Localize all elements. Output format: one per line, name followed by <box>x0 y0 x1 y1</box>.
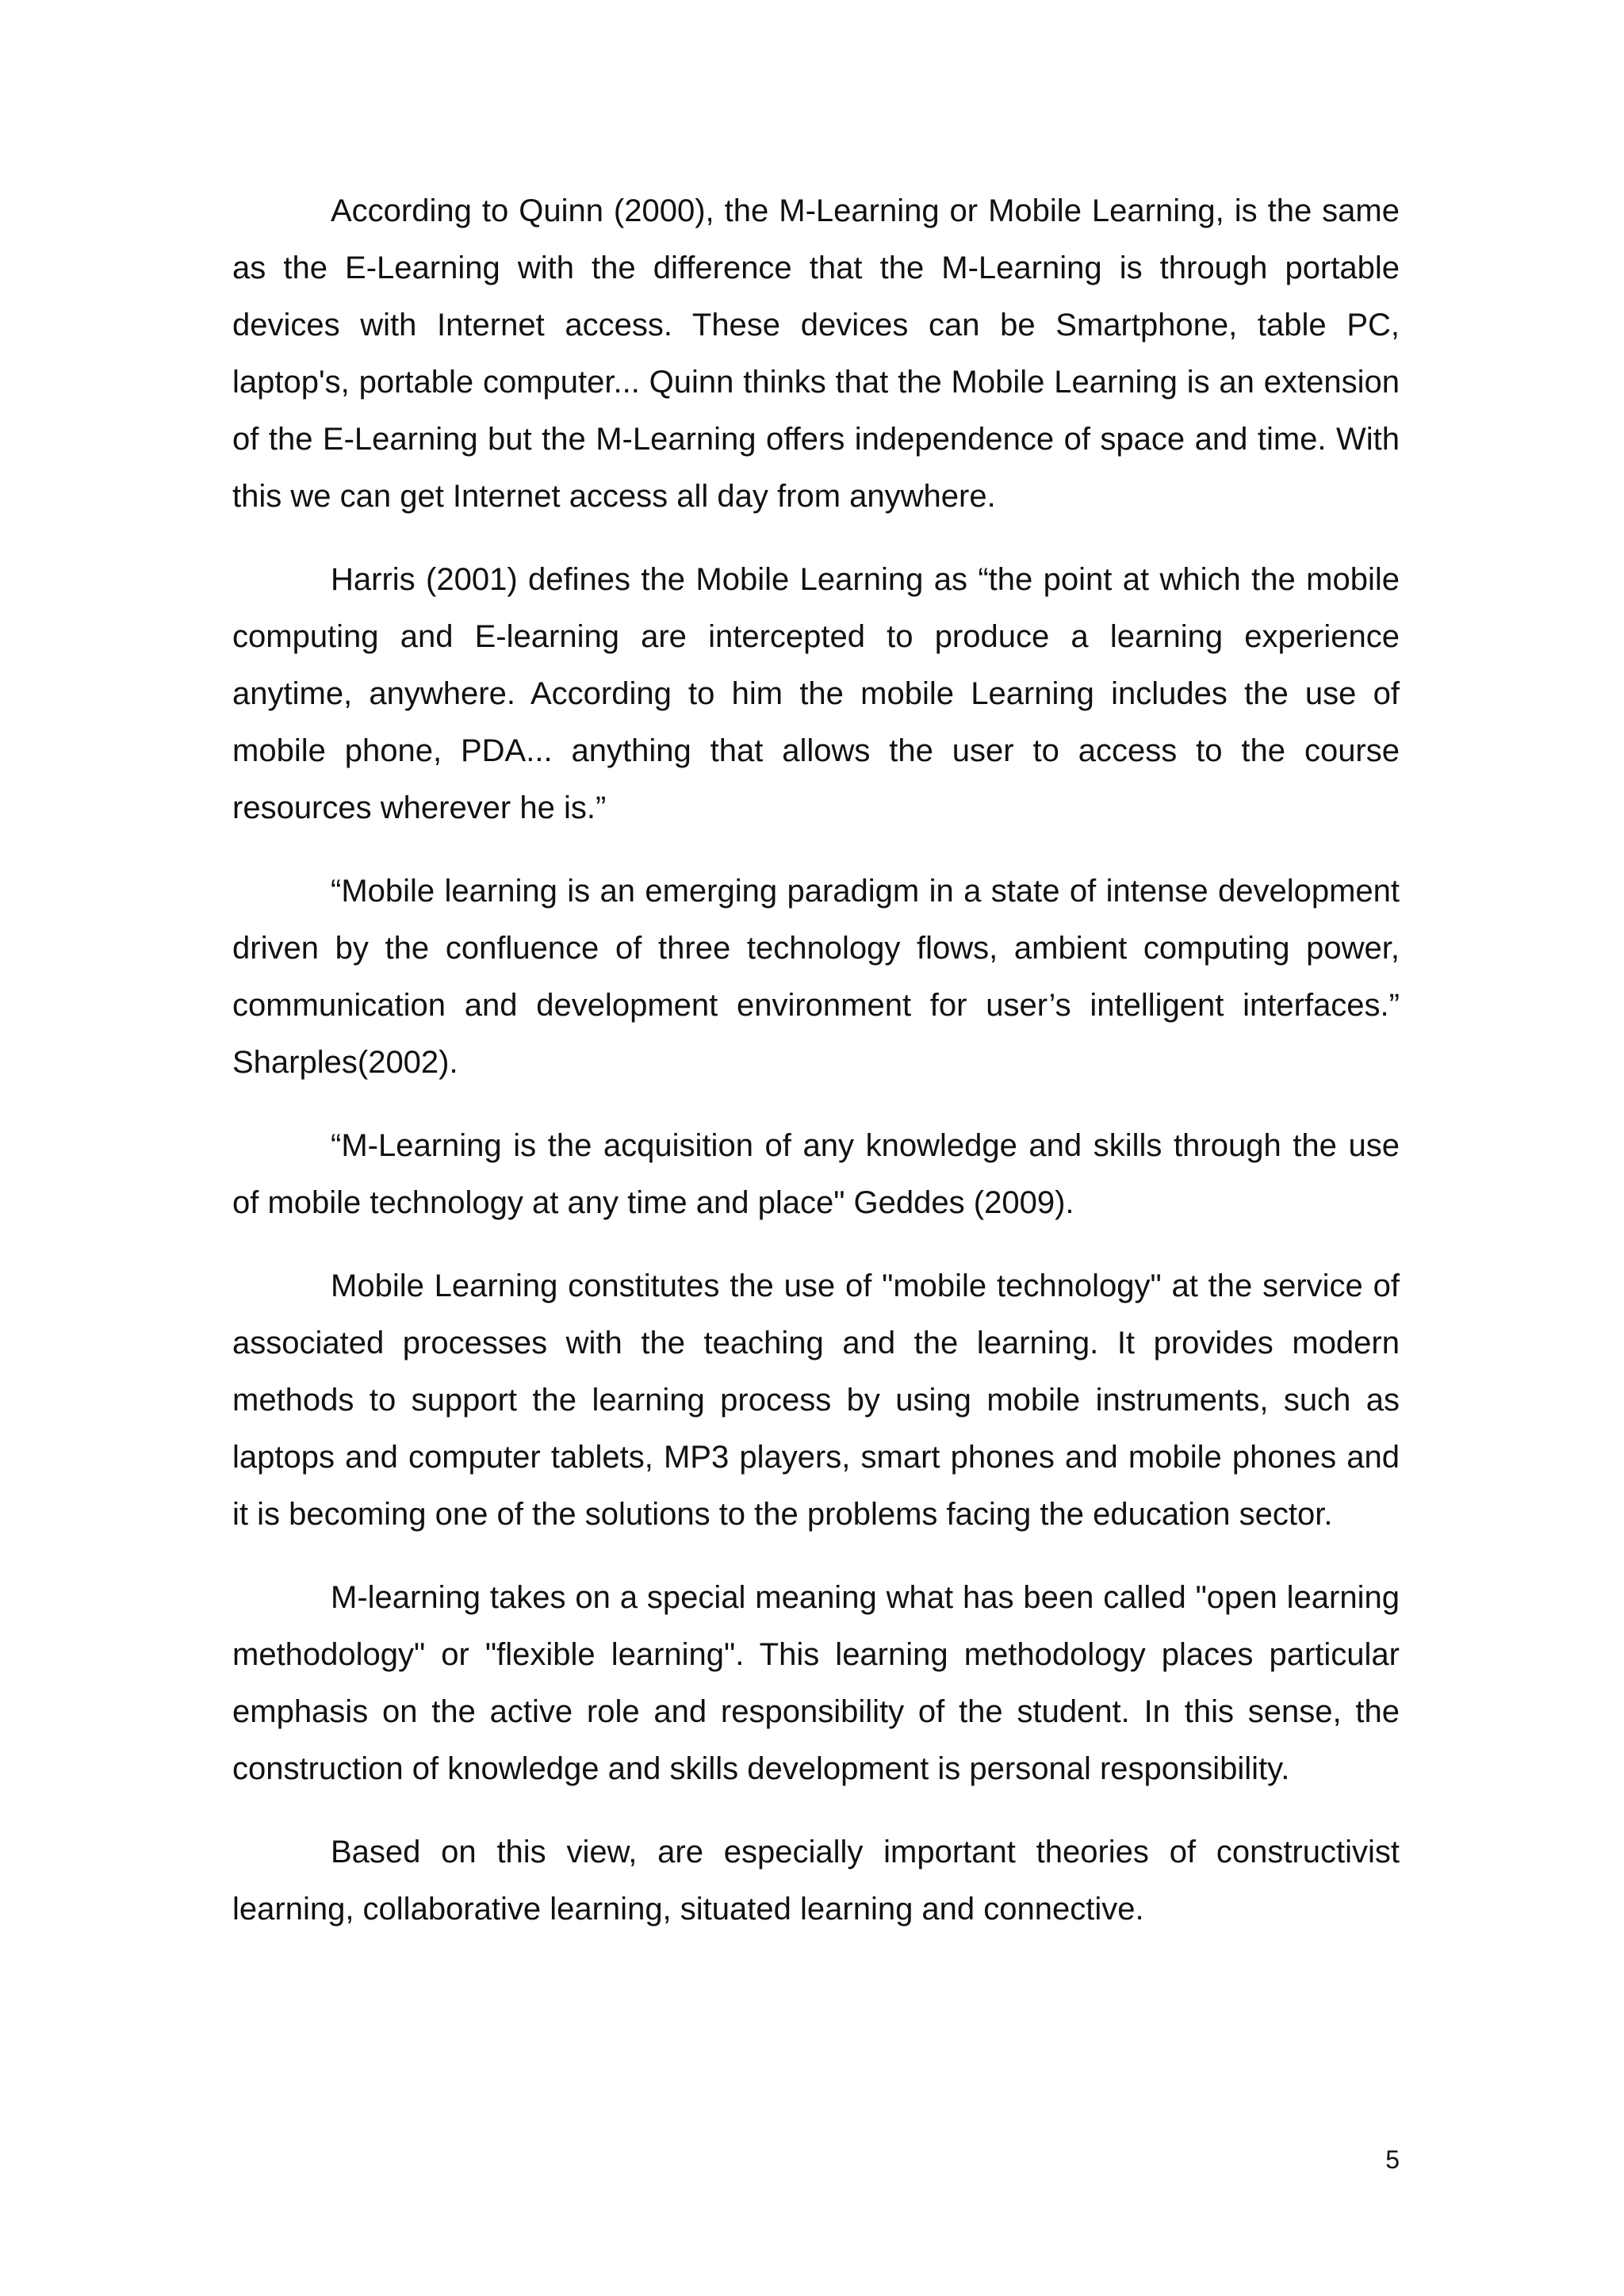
document-body <box>232 182 1400 1964</box>
paragraph-quinn: According to Quinn (2000), the M-Learning or Mobile Learning, is the same as the E-Learning with the difference that the M-Learning is through portable devices with Internet access. These devices can be Smartphone, table PC, laptop's, portable computer... Quinn thinks that the Mobile Learning is an extension of the E-Learning but the M-Learning offers independence of space and time. With this we can get Internet access all day from anywhere. <box>232 193 1400 514</box>
paragraph-open-learning: M-learning takes on a special meaning what has been called "open learning methodology" or "flexible learning". This learning methodology places particular emphasis on the active role and responsibility of the student. In this sense, the construction of knowledge and skills development is personal responsibility. <box>232 1580 1400 1786</box>
page-number: 5 <box>1385 2145 1400 2174</box>
paragraph-theories: Based on this view, are especially important theories of constructivist learning, collaborative learning, situated learning and connective. <box>232 1835 1400 1927</box>
paragraph-harris: Harris (2001) defines the Mobile Learning as “the point at which the mobile computing and E-learning are intercepted to produce a learning experience anytime, anywhere. According to him the mobile Learning includes the use of mobile phone, PDA... anything that allows the user to access to the course resources wherever he is.” <box>232 562 1400 825</box>
paragraph-sharples-quote: “Mobile learning is an emerging paradigm in a state of intense development driven by the confluence of three technology flows, ambient computing power, communication and development environment for user’s intelligent interfaces.” Sharples(2002). <box>232 874 1400 1080</box>
paragraph-mobile-technology: Mobile Learning constitutes the use of "mobile technology" at the service of associated processes with the teaching and the learning. It provides modern methods to support the learning process by using mobile instruments, such as laptops and computer tablets, MP3 players, smart phones and mobile phones and it is becoming one of the solutions to the problems facing the education sector. <box>232 1269 1400 1532</box>
paragraph-geddes-quote: “M-Learning is the acquisition of any knowledge and skills through the use of mobile technology at any time and place" Geddes (2009). <box>232 1128 1400 1220</box>
